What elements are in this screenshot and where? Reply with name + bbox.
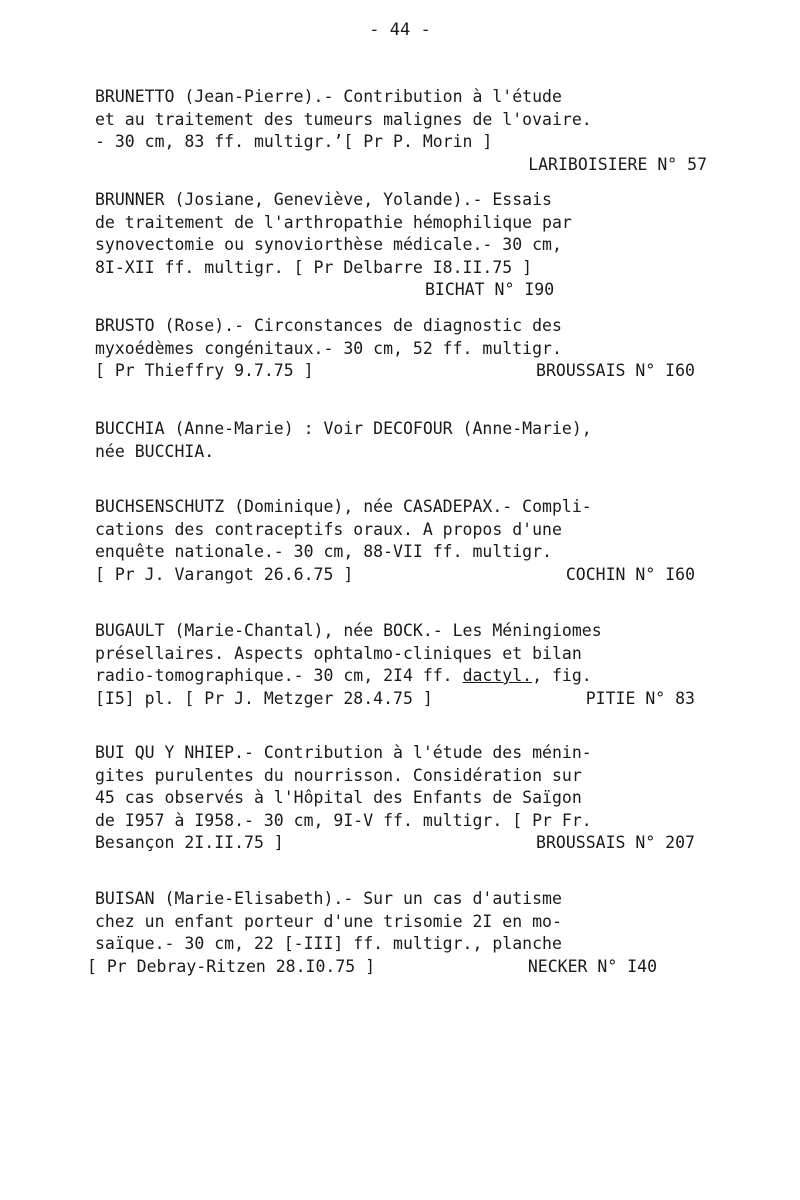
entry-citation: [ Pr J. Varangot 26.6.75 ]: [95, 564, 354, 584]
entry-location: BROUSSAIS N° 207: [536, 833, 695, 852]
entry-citation: [I5] pl. [ Pr J. Metzger 28.4.75 ]: [95, 688, 433, 708]
bibliography-entry: [95, 620, 715, 710]
entry-text-line: BUISAN (Marie-Elisabeth).- Sur un cas d'autisme: [95, 889, 562, 908]
entry-text-line: 8I-XII ff. multigr. [ Pr Delbarre I8.II.75 ]: [95, 257, 533, 277]
entry-text-line: [95, 665, 715, 688]
bibliography-entry: [87, 888, 715, 978]
entry-location: PITIE N° 83: [585, 688, 695, 708]
entry-text-line: myxoédèmes congénitaux.- 30 cm, 52 ff. multigr.: [95, 338, 562, 358]
entry-text-line: présellaires. Aspects ophtalmo-cliniques et bilan: [95, 643, 582, 663]
entry-text-line: [95, 688, 695, 711]
entry-text-line: BRUNNER (Josiane, Geneviève, Yolande).- Essais: [95, 190, 552, 209]
entry-text-line: chez un enfant porteur d'une trisomie 2I en mo-: [95, 911, 562, 931]
entry-text-line: BUGAULT (Marie-Chantal), née BOCK.- Les Méningiomes: [95, 621, 602, 640]
entry-text-line: BUI QU Y NHIEP.- Contribution à l'étude des ménin-: [95, 743, 592, 762]
entry-text-line: née BUCCHIA.: [95, 441, 215, 461]
entry-location: BICHAT N° I90: [425, 280, 555, 299]
entry-text-line: synovectomie ou synoviorthèse médicale.- 30 cm,: [95, 235, 562, 254]
entry-citation: [ Pr Thieffry 9.7.75 ]: [95, 361, 314, 380]
bibliography-entry: [95, 189, 715, 302]
entry-underlined-text: dactyl.: [462, 666, 533, 685]
bibliography-entry: [95, 496, 715, 586]
entry-text-line: [95, 360, 695, 383]
entry-text-line: gites purulentes du nourrisson. Considération sur: [95, 765, 582, 785]
entry-text-line: et au traitement des tumeurs malignes de l'ovaire.: [95, 109, 592, 129]
entry-text-line: BUCCHIA (Anne-Marie) : Voir DECOFOUR (Anne-Marie),: [95, 419, 592, 438]
entry-text-line: de I957 à I958.- 30 cm, 9I-V ff. multigr. [ Pr Fr.: [95, 810, 592, 830]
entry-text-line: [95, 832, 695, 855]
entry-text-line: de traitement de l'arthropathie hémophilique par: [95, 212, 572, 232]
bibliography-entry: [95, 418, 715, 463]
entry-location: LARIBOISIERE N° 57: [528, 154, 707, 174]
entry-text-line: BUCHSENSCHUTZ (Dominique), née CASADEPAX.- Compli-: [95, 497, 592, 516]
entry-citation: Besançon 2I.II.75 ]: [95, 833, 284, 852]
entry-text-line: BRUSTO (Rose).- Circonstances de diagnostic des: [95, 316, 562, 335]
page-number: - 44 -: [369, 20, 431, 40]
entry-citation: [ Pr Debray-Ritzen 28.I0.75 ]: [87, 956, 376, 976]
bibliography-entry: [95, 86, 715, 176]
entry-text-line: [87, 956, 657, 979]
bibliography-entry: [95, 315, 715, 383]
entry-text-line: BRUNETTO (Jean-Pierre).- Contribution à l'étude: [95, 87, 562, 106]
entry-location: BROUSSAIS N° I60: [536, 361, 695, 380]
entry-text-line: saïque.- 30 cm, 22 [-III] ff. multigr., planche: [95, 934, 562, 953]
entry-location: NECKER N° I40: [527, 956, 657, 976]
entry-text-line: [95, 564, 695, 587]
entry-text-line: cations des contraceptifs oraux. A propos d'une: [95, 519, 562, 539]
entry-text-line: 45 cas observés à l'Hôpital des Enfants de Saïgon: [95, 788, 582, 807]
entry-text-segment: radio-tomographique.- 30 cm, 2I4 ff.: [95, 666, 463, 685]
entry-text-line: - 30 cm, 83 ff. multigr.’[ Pr P. Morin ]: [95, 132, 493, 151]
bibliography-entry: [95, 742, 715, 855]
entry-text-line: enquête nationale.- 30 cm, 88-VII ff. multigr.: [95, 542, 552, 561]
entry-text-segment: , fig.: [532, 666, 592, 685]
entry-location: COCHIN N° I60: [565, 564, 695, 584]
